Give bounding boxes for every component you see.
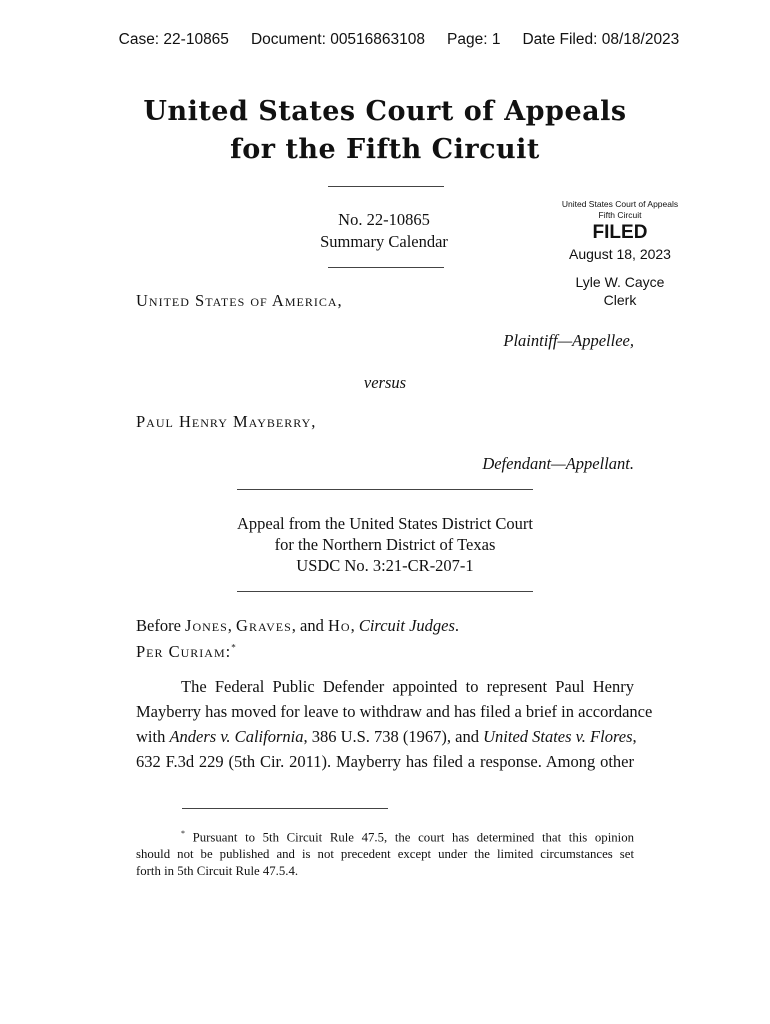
body-line3-e: , [632,727,637,746]
judge-graves: Graves [236,616,292,635]
filed-stamp [550,199,690,309]
stamp-court: United States Court of Appeals [561,199,679,209]
defendant-name: Paul Henry Mayberry, [136,412,317,431]
stamp-filed: FILED [592,222,648,243]
body-line3 [136,724,637,749]
panel-line [136,616,459,636]
footnote [136,825,634,880]
footnote-line2: should not be published and is not precedent except under the limited circumstances set [136,847,634,862]
stamp-clerk-title: Clerk [603,292,637,308]
body-line4: 632 F.3d 229 (5th Cir. 2011). Mayberry has filed a response. Among other [136,752,634,771]
per-curiam [136,642,236,662]
footnote-line1-text: Pursuant to 5th Circuit Rule 47.5, the court has determined that this opinion [192,830,634,845]
stamp-clerk-name: Lyle W. Cayce [575,274,665,290]
footnote-line1 [136,825,634,846]
document-number-header: Document: 00516863108 [250,31,426,48]
body-line1: The Federal Public Defender appointed to represent Paul Henry [181,677,634,696]
page-number-header: Page: 1 [447,31,501,48]
opinion-paragraph [136,674,653,774]
appeal-line3: USDC No. 3:21-CR-207-1 [296,556,474,575]
judge-ho: Ho [327,616,351,635]
footnote-line3: forth in 5th Circuit Rule 47.5.4. [136,864,299,879]
panel-sep3: , [350,616,355,635]
panel-title: Circuit Judges [358,616,455,635]
appeal-info [185,513,585,576]
plaintiff-role: Plaintiff—Appellee, [503,331,634,350]
before-label: Before [136,616,181,635]
court-title-line1: United States Court of Appeals [143,96,627,127]
versus: versus [363,373,407,392]
date-filed-header: Date Filed: 08/18/2023 [522,31,680,48]
stamp-date: August 18, 2023 [569,246,671,262]
judge-jones: Jones [185,616,228,635]
panel-sep1: , [227,616,232,635]
case-number-header: Case: 22-10865 [118,31,229,48]
calendar-type: Summary Calendar [320,232,448,251]
appeal-divider [237,591,533,592]
body-line3-c: , 386 U.S. 738 (1967), and [303,727,479,746]
case-cite-flores: United States v. Flores [483,727,633,746]
appeal-line1: Appeal from the United States District Court [236,514,534,533]
court-title-line2: for the Fifth Circuit [230,134,540,165]
appeal-line2: for the Northern District of Texas [274,535,496,554]
title-divider [328,186,444,187]
case-divider [328,267,444,268]
case-number: No. 22-10865 [338,210,430,229]
body-line3-a: with [136,727,166,746]
stamp-circuit: Fifth Circuit [598,210,642,220]
case-info [284,209,484,253]
filing-header [110,13,701,49]
case-cite-anders: Anders v. California [169,727,304,746]
defendant-role: Defendant—Appellant. [482,454,634,473]
per-curiam-label: Per Curiam: [136,642,232,661]
panel-sep2: , and [291,616,324,635]
plaintiff-name: United States of America, [136,291,343,310]
footnote-mark: * [181,829,185,838]
per-curiam-footnote-mark: * [231,642,236,653]
body-line2: Mayberry has moved for leave to withdraw and has filed a brief in accordance [136,702,653,721]
panel-end: . [454,616,460,635]
parties-divider [237,489,533,490]
footnote-divider [182,808,388,809]
